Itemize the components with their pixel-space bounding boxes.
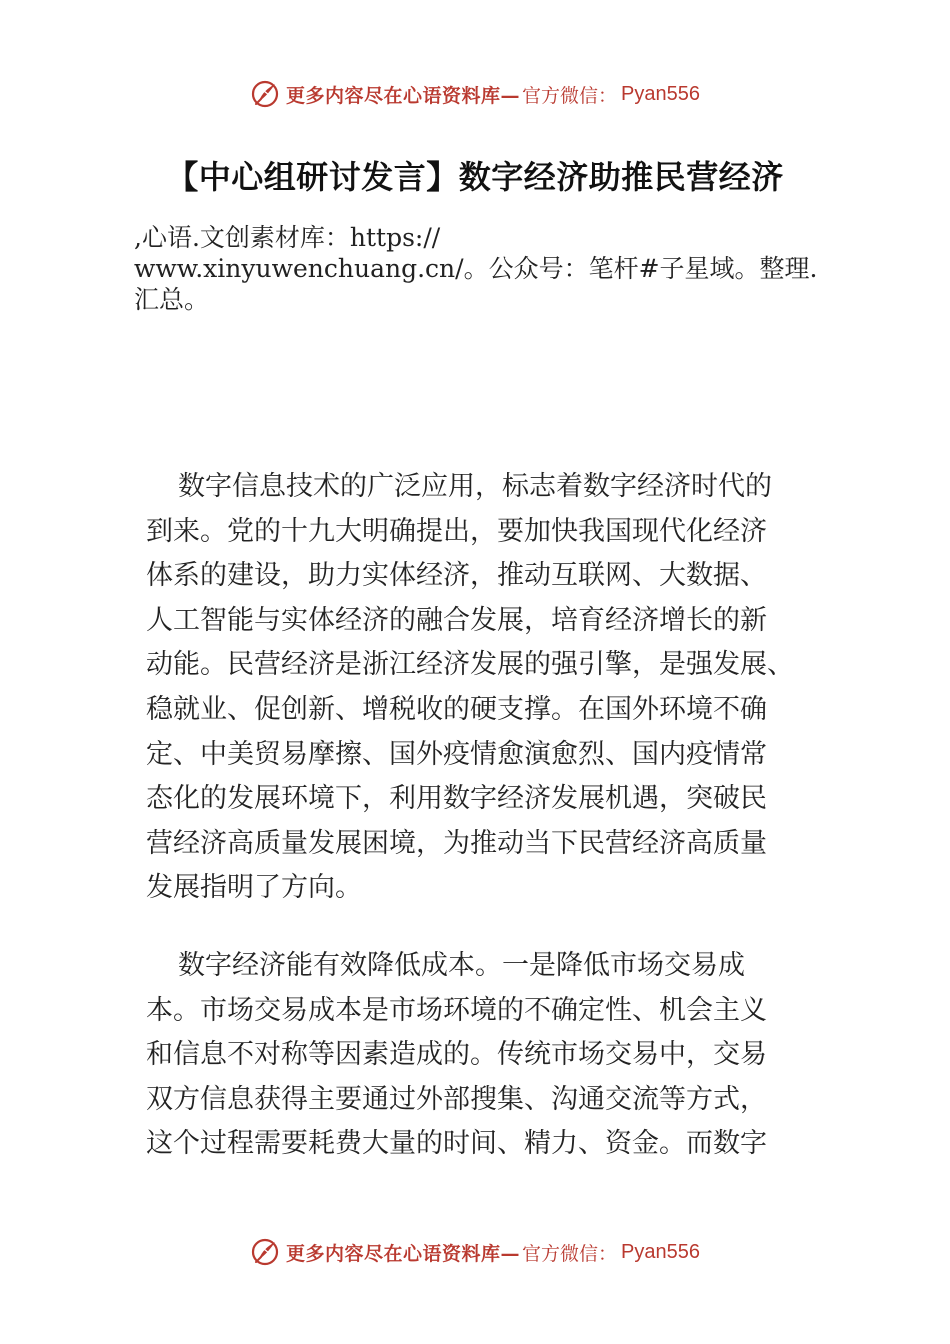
paragraph-line: 这个过程需要耗费大量的时间、精力、资金。而数字 [146, 1128, 767, 1160]
banner-slogan: 更多内容尽在心语资料库— [286, 84, 521, 107]
banner-slogan: 更多内容尽在心语资料库— [286, 1242, 521, 1265]
banner-wechat-id: Pyan556 [621, 82, 700, 105]
paragraph-line: 发展指明了方向。 [146, 872, 362, 904]
paragraph-line: 营经济高质量发展困境，为推动当下民营经济高质量 [146, 827, 767, 859]
footer-banner [0, 1232, 950, 1272]
paragraph-line: 体系的建设，助力实体经济，推动互联网、大数据、 [146, 560, 767, 592]
source-note [134, 222, 854, 315]
paragraph-line: 和信息不对称等因素造成的。传统市场交易中，交易 [146, 1039, 767, 1071]
paragraph-line: 数字信息技术的广泛应用，标志着数字经济时代的 [178, 471, 772, 502]
paragraph-line: 人工智能与实体经济的融合发展，培育经济增长的新 [146, 604, 767, 636]
paragraph-line: 稳就业、促创新、增税收的硬支撑。在国外环境不确 [146, 693, 767, 725]
paragraph-line: 态化的发展环境下，利用数字经济发展机遇，突破民 [146, 783, 767, 815]
body-paragraph-2 [146, 944, 816, 1167]
paragraph-line: 动能。民营经济是浙江经济发展的强引擎，是强发展、 [146, 649, 794, 681]
feather-pen-logo-icon [250, 1237, 280, 1267]
banner-wechat-label: 官方微信： [522, 84, 618, 107]
paragraph-line: 本。市场交易成本是市场环境的不确定性、机会主义 [146, 994, 767, 1026]
source-line: www.xinyuwenchuang.cn/。公众号：笔杆#子星域。整理. [134, 254, 818, 283]
paragraph-line: 定、中美贸易摩擦、国外疫情愈演愈烈、国内疫情常 [146, 738, 767, 770]
paragraph-line: 到来。党的十九大明确提出，要加快我国现代化经济 [146, 515, 767, 547]
banner-wechat-label: 官方微信： [522, 1242, 618, 1265]
body-paragraph-1 [146, 465, 816, 911]
source-line: 汇总。 [134, 285, 210, 314]
feather-pen-logo-icon [250, 79, 280, 109]
document-title: 【中心组研讨发言】数字经济助推民营经济 [166, 158, 784, 196]
paragraph-line: 双方信息获得主要通过外部搜集、沟通交流等方式， [146, 1083, 767, 1115]
paragraph-line: 数字经济能有效降低成本。一是降低市场交易成 [178, 950, 745, 981]
banner-wechat-id: Pyan556 [621, 1240, 700, 1263]
source-line: ,心语.文创素材库：https:// [134, 223, 441, 252]
header-banner [0, 74, 950, 114]
